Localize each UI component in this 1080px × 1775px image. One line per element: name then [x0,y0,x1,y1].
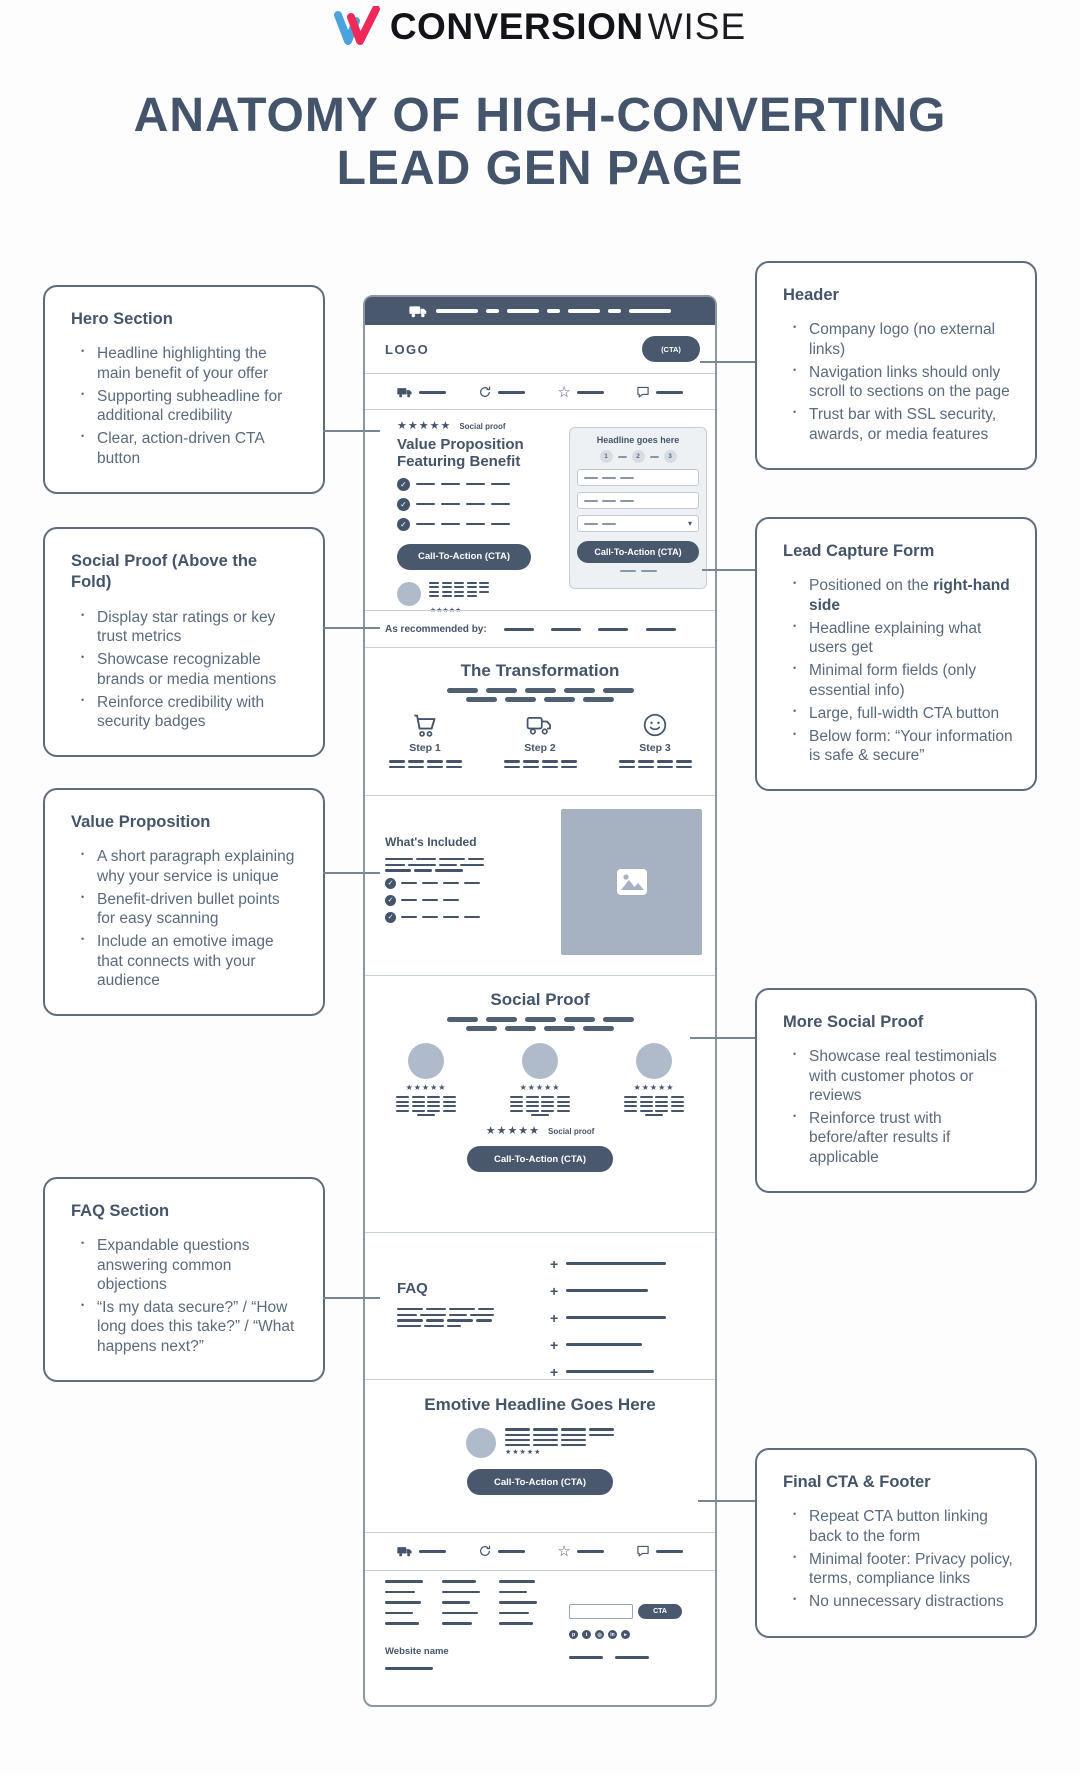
trust-item-shipping [397,387,446,398]
annotation-bullet: • Display star ratings or key trust metrics [81,608,301,646]
annotation-bullet-list [81,1236,301,1355]
annotation-bullet: • Below form: “Your information is safe & secure” [793,727,1013,765]
trust-item-returns [478,385,525,399]
hero-benefit-list [397,478,557,531]
transformation-steps [365,712,715,768]
star-rating-icon: ★★★★★ [519,1083,561,1093]
truck-icon [409,305,428,318]
form-steps [577,450,699,463]
step-label: Step 3 [639,742,671,755]
annotation-bullet: • Large, full-width CTA button [793,704,1013,723]
section-subtitle-lines [365,688,715,702]
star-icon: ☆ [557,1542,571,1560]
avatar [397,582,421,606]
annotation-box-header [755,261,1037,470]
faq-copy [397,1280,494,1327]
hero-headline: Value Proposition Featuring Benefit [397,436,524,470]
plus-icon: + [550,1282,559,1299]
annotation-bullet-list [793,320,1013,443]
annotation-title: Header [783,286,839,304]
trust-item-shipping [397,1546,446,1557]
pinterest-icon[interactable]: p [569,1630,578,1639]
annotation-title: Final CTA & Footer [783,1473,931,1491]
youtube-icon[interactable]: ▸ [621,1630,630,1639]
annotation-bullet-list [81,344,301,467]
paragraph-lines [397,1308,494,1327]
hero-copy [397,421,557,614]
emotive-image-placeholder [561,809,702,955]
refresh-icon [478,1544,492,1558]
annotation-title: Lead Capture Form [783,542,935,560]
annotation-bullet-list [81,608,301,731]
star-rating-icon: ★★★★★ [485,1125,541,1138]
trust-item-returns [478,1544,525,1558]
faq-item[interactable] [550,1331,700,1358]
cart-icon [410,712,440,738]
whats-included-section [365,795,715,975]
step-2 [485,712,595,768]
recommended-bar [365,611,715,648]
annotation-box-faq-section [43,1177,325,1382]
annotation-bullet: • Showcase real testimonials with customer photos or reviews [793,1047,1013,1105]
avatar [522,1043,558,1079]
annotation-bullet: • Include an emotive image that connects with your audience [81,932,301,990]
social-proof-label: Social proof [548,1127,595,1137]
linkedin-icon[interactable]: in [608,1630,617,1639]
truck-icon [397,387,413,398]
social-proof-section [365,975,715,1232]
brand-name-bold: CONVERSION [389,6,644,47]
avatar [408,1043,444,1079]
annotation-bullet: • Benefit-driven bullet points for easy scanning [81,890,301,928]
plus-icon: + [550,1309,559,1326]
testimonial-text-lines [396,1096,456,1116]
page-title-line1: ANATOMY OF HIGH-CONVERTING [133,89,947,142]
footer-link-columns [385,1580,537,1625]
step-label: Step 1 [409,742,441,755]
annotation-box-final-cta-footer [755,1448,1037,1638]
step-text-lines [389,760,462,768]
annotation-bullet: • Reinforce credibility with security badges [81,693,301,731]
refresh-icon [478,385,492,399]
final-cta-section [365,1379,715,1532]
testimonial-text-lines [510,1096,570,1116]
step-circle-1: 1 [600,450,613,463]
annotation-bullet: • Minimal form fields (only essential info) [793,661,1013,699]
star-rating-icon: ★★★★★ [405,1083,447,1093]
brand-logo-placeholders [487,628,693,632]
transformation-section [365,647,715,795]
annotation-title: Hero Section [71,310,173,328]
faq-item[interactable] [550,1277,700,1304]
newsletter-cta-button[interactable]: CTA [638,1604,682,1619]
whats-included-copy [385,835,555,923]
check-icon: ✓ [397,478,410,491]
annotation-box-lead-capture-form [755,517,1037,791]
hero-cta-button[interactable]: Call-To-Action (CTA) [397,544,531,570]
twitter-icon[interactable]: t [582,1630,591,1639]
social-proof-cta-button[interactable]: Call-To-Action (CTA) [467,1146,613,1172]
annotation-bullet: • Navigation links should only scroll to sections on the page [793,363,1013,401]
page-title-line2: LEAD GEN PAGE [336,141,744,195]
annotation-bullet: • Headline explaining what users get [793,619,1013,657]
hero-section [365,409,715,610]
annotation-bullet: • “Is my data secure?” / “How long does this take?” / “What happens next?” [81,1298,301,1356]
connector-line-final-cta [698,1500,755,1502]
annotation-bullet-list [793,1507,1013,1611]
trust-bar-repeat [365,1533,715,1569]
included-benefit-list [385,878,555,923]
avatar [636,1043,672,1079]
annotation-bullet: • Positioned on the right-hand side [793,576,1013,614]
annotation-bullet: • Showcase recognizable brands or media mentions [81,650,301,688]
check-icon: ✓ [397,498,410,511]
connector-line-social-proof [323,627,380,629]
connector-line-more-social [690,1037,755,1039]
form-field-dropdown[interactable] [577,515,699,532]
annotation-title: Value Proposition [71,813,211,831]
nav-cta-button[interactable]: (CTA) [642,336,700,362]
delivery-truck-icon [525,712,555,738]
star-icon: ☆ [557,383,571,401]
testimonial-card [601,1043,707,1116]
annotation-bullet: • Repeat CTA button linking back to the form [793,1507,1013,1545]
footer-column [442,1580,480,1625]
connector-line-lead-form [702,569,755,571]
final-testimonial [365,1428,715,1458]
connector-line-faq [323,1297,380,1299]
annotation-bullet: • Headline highlighting the main benefit of your offer [81,344,301,382]
image-icon [616,868,648,896]
wireframe-nav [365,325,715,373]
footer-legal-lines [569,1656,649,1659]
trust-item-support [636,386,683,399]
check-icon: ✓ [385,878,396,889]
trust-item-rating [557,1544,603,1559]
avatar [466,1428,496,1458]
social-links [569,1630,630,1639]
star-rating-icon: ★★★★★ [397,420,452,432]
site-logo: LOGO [385,341,430,357]
annotation-bullet: • Expandable questions answering common objections [81,1236,301,1294]
faq-item[interactable] [550,1250,700,1277]
testimonial-text-lines [624,1096,684,1116]
hero-testimonial [397,582,557,606]
annotation-title: FAQ Section [71,1202,170,1220]
section-title: Social Proof [490,990,590,1009]
annotation-bullet: • Trust bar with SSL security, awards, or media features [793,405,1013,443]
testimonial-text-lines [429,582,489,600]
paragraph-lines [385,858,555,872]
footer-section [365,1570,715,1707]
social-proof-label: Social proof [459,422,506,431]
testimonial-card [373,1043,479,1116]
conversionwise-mark-icon [334,6,380,48]
check-icon: ✓ [385,895,396,906]
chat-icon [636,386,650,399]
annotation-box-more-social-proof [755,988,1037,1193]
plus-icon: + [550,1363,559,1380]
newsletter-signup [569,1604,682,1619]
trust-bar [365,374,715,410]
section-title: FAQ [397,1280,428,1297]
annotation-bullet: • A short paragraph explaining why your service is unique [81,847,301,885]
brand-logo [0,6,1080,48]
star-rating-icon: ★★★★★ [505,1449,542,1457]
annotation-bullet: • Company logo (no external links) [793,320,1013,358]
faq-item[interactable] [550,1304,700,1331]
trust-item-support [636,1545,683,1558]
recommended-label: As recommended by: [385,624,487,635]
website-name-block [385,1646,449,1675]
step-text-lines [619,760,692,768]
chat-icon [636,1545,650,1558]
chevron-down-icon: ▾ [687,518,692,528]
connector-line-header [700,361,755,363]
step-1 [370,712,480,768]
annotation-title: More Social Proof [783,1013,924,1031]
step-text-lines [504,760,577,768]
annotation-box-value-proposition [43,788,325,1016]
website-name: Website name [385,1646,449,1657]
testimonials [365,1043,715,1116]
form-field-2[interactable] [577,492,699,509]
step-label: Step 2 [524,742,556,755]
annotation-bullet-list [793,576,1013,765]
social-proof-rating [365,1126,715,1137]
star-rating-icon: ★★★★★ [633,1083,675,1093]
form-headline: Headline goes here [596,435,680,445]
testimonial-card [487,1043,593,1116]
section-title: The Transformation [460,661,620,680]
annotation-box-hero-section [43,285,325,494]
check-icon: ✓ [385,912,396,923]
smiley-icon [642,712,668,738]
faq-accordion [550,1250,700,1385]
check-icon: ✓ [397,518,410,531]
section-title: Emotive Headline Goes Here [424,1395,656,1414]
annotation-bullet: • Minimal footer: Privacy policy, terms, compliance links [793,1550,1013,1588]
testimonial-text-lines [505,1428,614,1456]
annotation-bullet-list [793,1047,1013,1166]
faq-section [365,1232,715,1379]
lead-capture-form [569,427,707,589]
page-title [0,90,1080,196]
annotation-bullet: • Clear, action-driven CTA button [81,429,301,467]
plus-icon: + [550,1255,559,1272]
annotation-bullet: • Reinforce trust with before/after results if applicable [793,1109,1013,1167]
step-circle-3: 3 [664,450,677,463]
form-cta-button[interactable]: Call-To-Action (CTA) [577,541,699,563]
brand-name-light: WISE [647,6,747,47]
annotation-bullet: • No unnecessary distractions [793,1592,1013,1611]
annotation-title: Social Proof (Above the Fold) [71,552,258,592]
lead-gen-page-wireframe [363,295,717,1707]
connector-line-value-proposition [323,872,380,874]
hero-rating [397,421,557,432]
footer-column [385,1580,423,1625]
instagram-icon[interactable]: ◎ [595,1630,604,1639]
connector-line-hero [323,430,380,432]
newsletter-email-input[interactable] [569,1604,633,1619]
annotation-box-social-proof-above-fold [43,527,325,757]
form-field-1[interactable] [577,469,699,486]
annotation-bullet-list [81,847,301,990]
step-circle-2: 2 [632,450,645,463]
section-subtitle-lines [365,1017,715,1031]
form-privacy-note-lines [577,570,699,572]
truck-icon [397,1546,413,1557]
annotation-bullet: • Supporting subheadline for additional credibility [81,387,301,425]
final-cta-button[interactable]: Call-To-Action (CTA) [467,1469,613,1495]
trust-item-rating [557,385,603,400]
plus-icon: + [550,1336,559,1353]
footer-column [499,1580,537,1625]
step-3 [600,712,710,768]
section-title: What's Included [385,835,477,849]
announcement-bar [365,297,715,325]
